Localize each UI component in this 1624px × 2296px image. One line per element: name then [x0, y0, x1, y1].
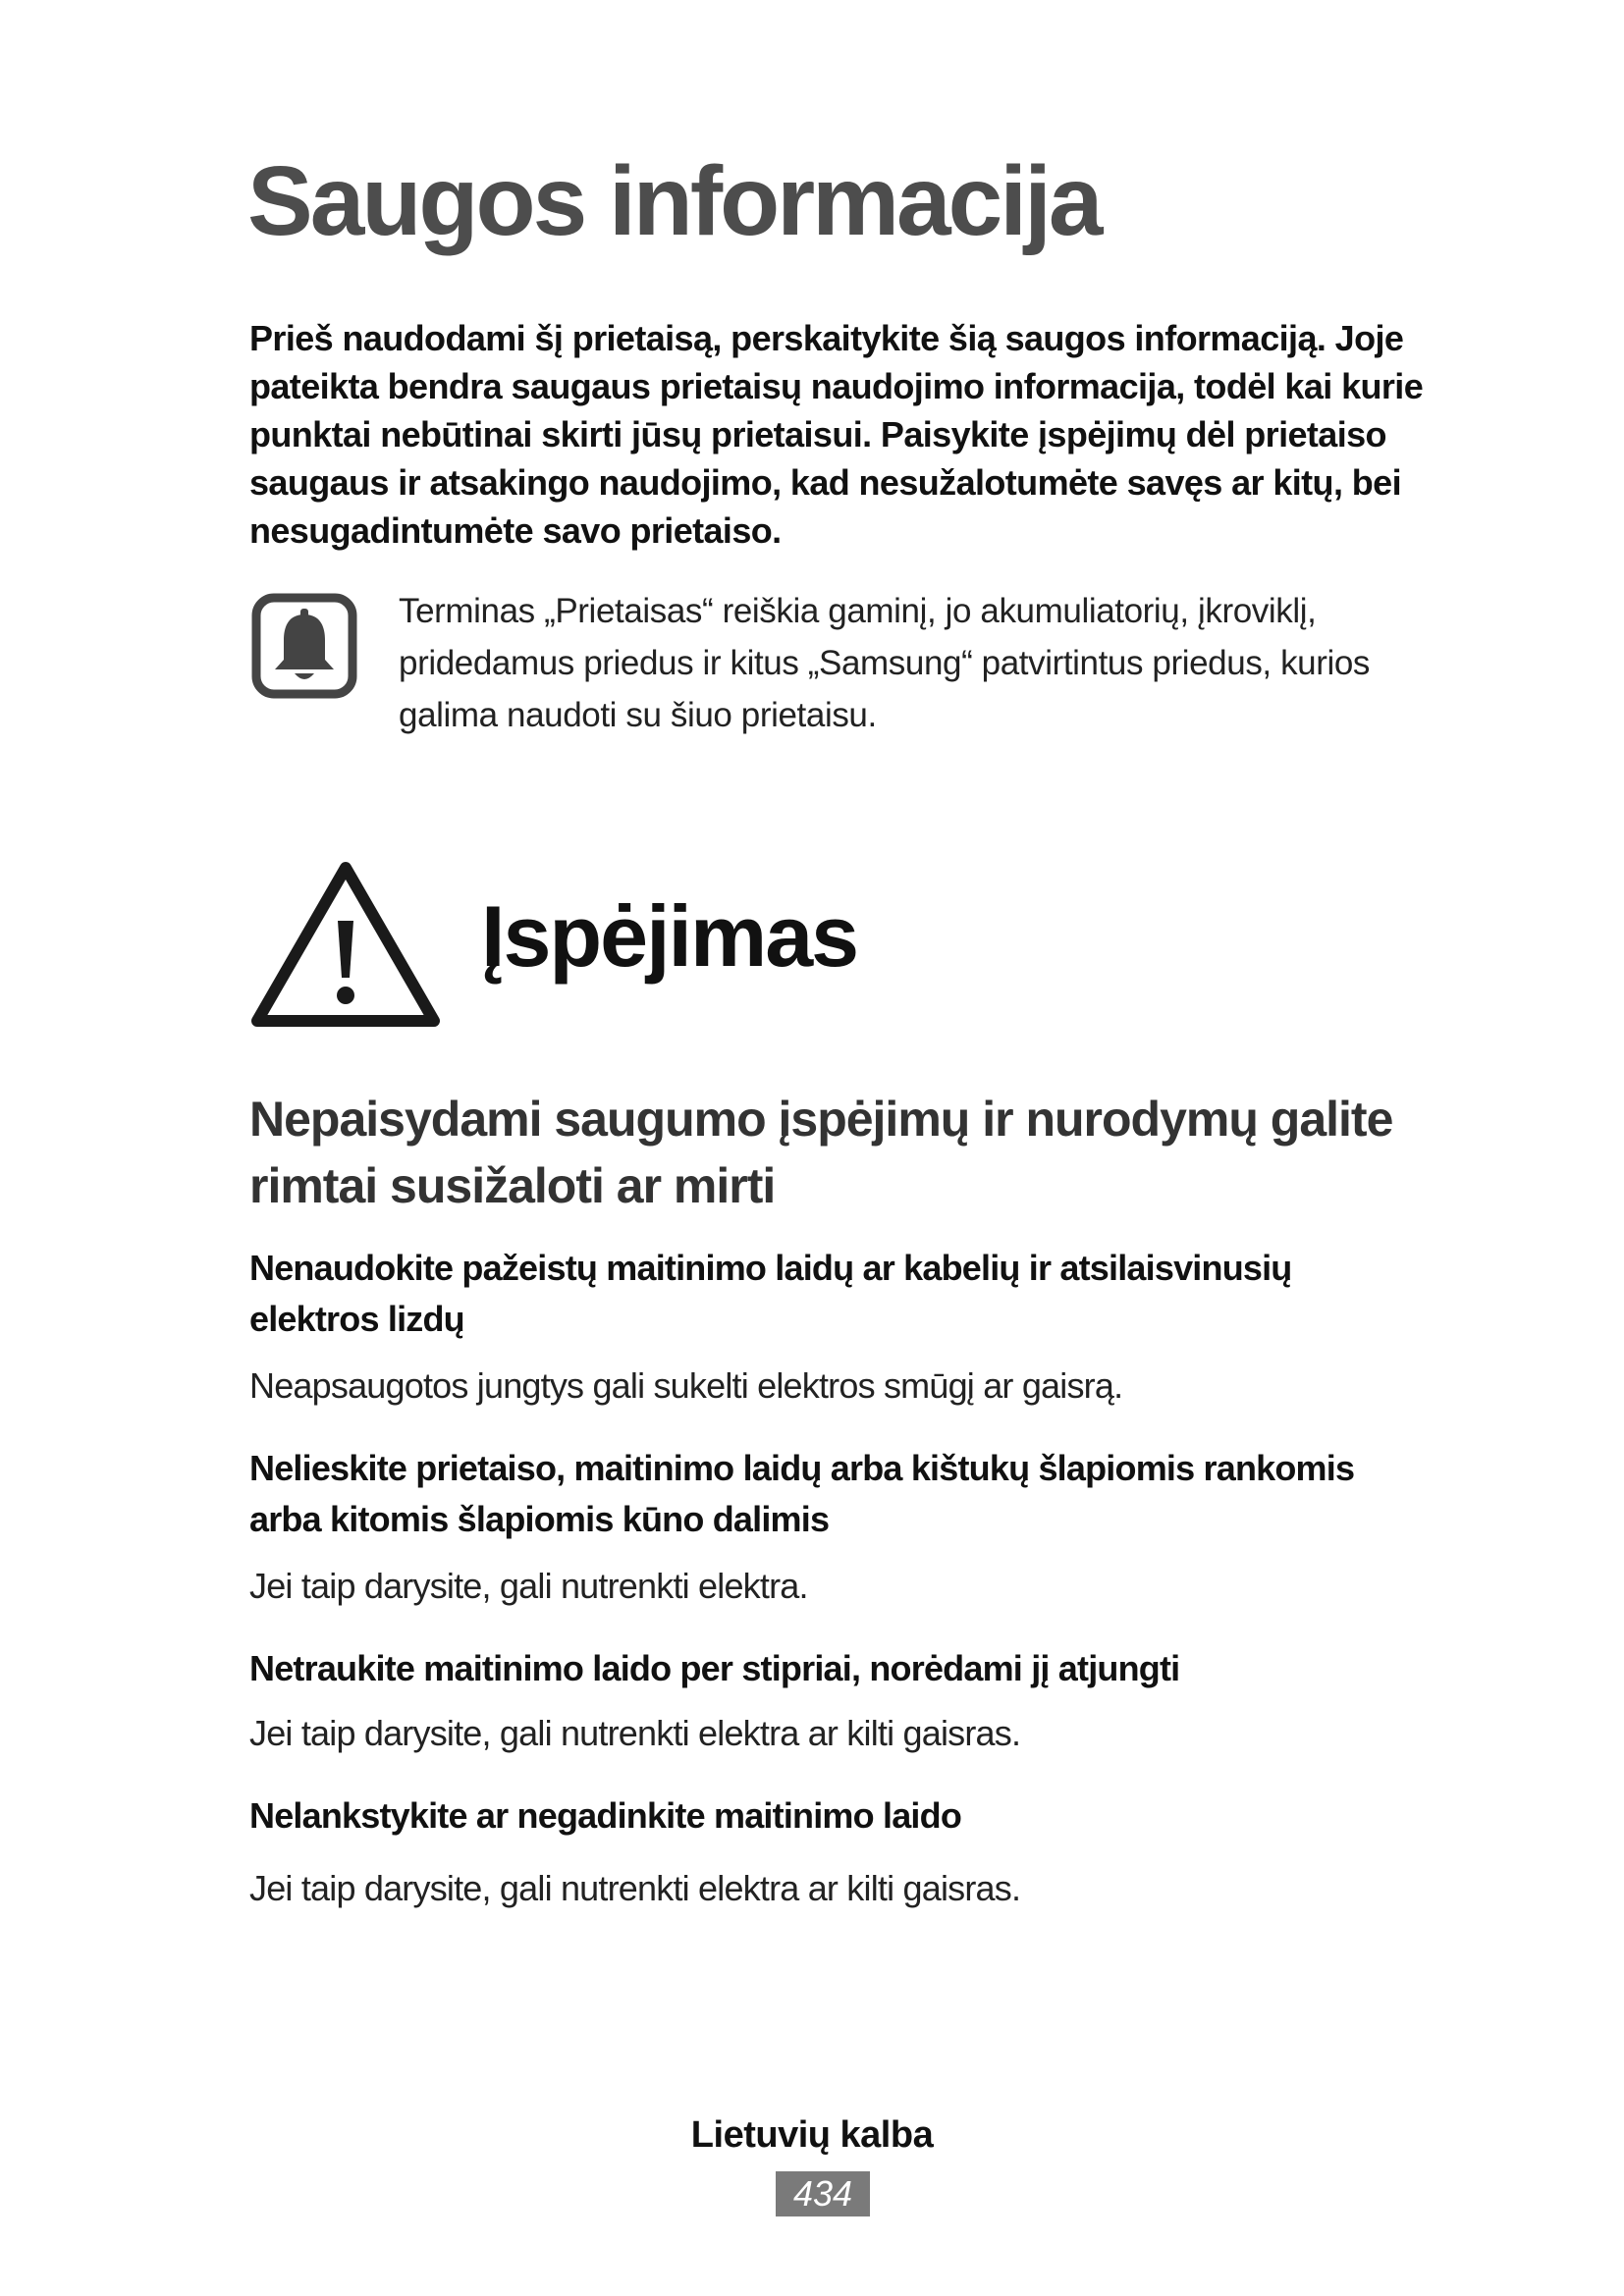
item-body: Jei taip darysite, gali nutrenkti elektra.	[249, 1566, 808, 1606]
item-body: Neapsaugotos jungtys gali sukelti elektros smūgį ar gaisrą.	[249, 1365, 1123, 1406]
section-heading: Nepaisydami saugumo įspėjimų ir nurodymų galite rimtai susižaloti ar mirti	[249, 1092, 1393, 1213]
item-heading: Nelankstykite ar negadinkite maitinimo laido	[249, 1795, 962, 1836]
warning-triangle-icon	[247, 856, 444, 1033]
note-text: Terminas „Prietaisas“ reiškia gaminį, jo akumuliatorių, įkroviklį, pridedamus priedus ir kitus „Samsung“ patvirtintus priedus, kurios galima naudoti su šiuo prietaisu.	[399, 592, 1371, 734]
intro-paragraph: Prieš naudodami šį prietaisą, perskaitykite šią saugos informaciją. Joje pateikta bendra saugaus prietaisų naudojimo informacija, todėl kai kurie punktai nebūtinai skirti jūsų prietaisui. Paisykite įspėjimų dėl prietaiso saugaus ir atsakingo naudojimo, kad nesužalotumėte savęs ar kitų, bei nesugadintumėte savo prietaiso.	[249, 318, 1424, 551]
footer-language: Lietuvių kalba	[690, 2114, 934, 2156]
item-body: Jei taip darysite, gali nutrenkti elektra ar kilti gaisras.	[249, 1713, 1021, 1753]
item-heading: Netraukite maitinimo laido per stipriai, norėdami jį atjungti	[249, 1648, 1180, 1688]
warning-title: Įspėjimas	[481, 887, 858, 985]
item-heading: Nenaudokite pažeistų maitinimo laidų ar kabelių ir atsilaisvinusių elektros lizdų	[249, 1248, 1292, 1339]
item-heading: Nelieskite prietaiso, maitinimo laidų arba kištukų šlapiomis rankomis arba kitomis šlapiomis kūno dalimis	[249, 1448, 1355, 1539]
page-number: 434	[776, 2171, 870, 2216]
bell-icon	[251, 593, 357, 699]
item-body: Jei taip darysite, gali nutrenkti elektra ar kilti gaisras.	[249, 1868, 1021, 1908]
page-title: Saugos informacija	[247, 146, 1101, 256]
